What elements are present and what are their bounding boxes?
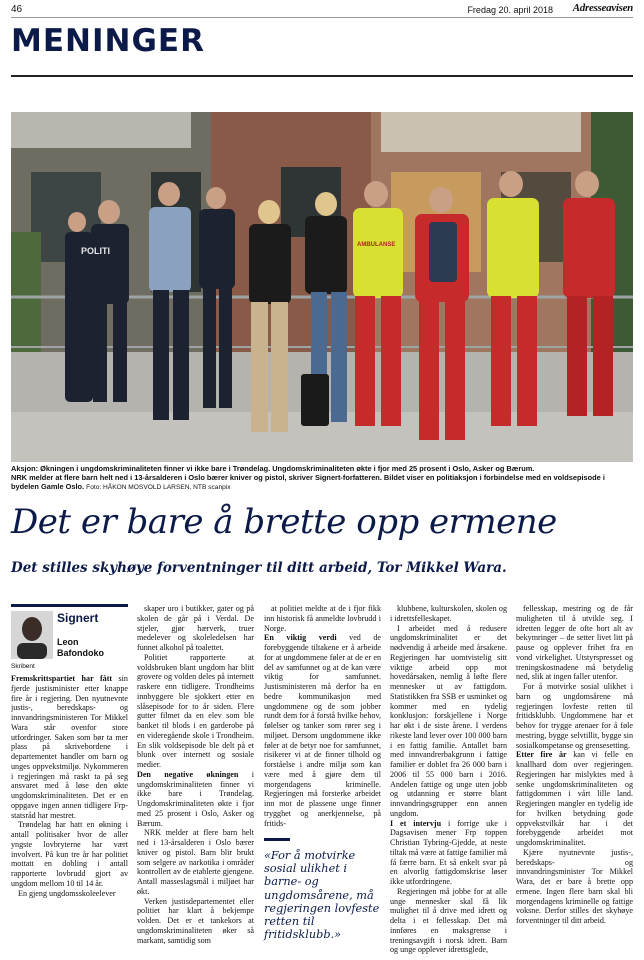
body-paragraph: fellesskap, mestring og de får muligheten til å utvikle seg. I idretten legger de ofte bort alt av bekymringer – de setter livet litt på pause og opplever frihet fra en vond virkelighet. Utstyrspresset og treningskostnadene må betydelig ned, slik at ingen faller utenfor. <box>516 604 633 682</box>
body-paragraph: Politiet rapporterte at voldsbruken blant ungdom har blitt grovere og volden deles på internett raskere enn tidligere. Trondheims innbyggere ble sjokkert etter en slåsepisode for to år siden. Flere gutter filmet da en elev som ble banket til blods i en garderobe på en videregående skole i Trondheim. En slik voldsepisode ble delt på et blunk over internett og sosiale medier. <box>137 652 254 769</box>
body-paragraph: Kjære nyutnevnte justis-, beredskaps- og innvandringsminister Tor Mikkel Wara, det er bare å brette opp ermene. Ingen flere barn skal bli morgendagens kriminelle og fattige voksne. Derfor stilles det skyhøye forventninger til ditt arbeid. <box>516 847 633 925</box>
caption-lead: Aksjon: Økningen i ungdomskriminaliteten finner vi ikke bare i Trøndelag. <box>11 464 271 473</box>
body-paragraph: Verken justisdepartementet eller politiet har klart å bekjempe volden. Det er et tankekors at ungdomskriminaliteten øker så markant, samtidig som <box>137 896 254 945</box>
paragraph-lead: I et intervju <box>390 818 442 828</box>
body-paragraph: NRK melder at flere barn helt ned i 13-årsalderen i Oslo bærer kniver og pistol. Barn blir brukt som selgere av narkotika i områder kontrollert av de etablerte gjengene. Antall masseslagsmål i miljøet har økt. <box>137 828 254 896</box>
body-paragraph: I arbeidet med å redusere ungdomskriminalitet er det nødvendig å arbeide med årsakene. Regjeringen har uomtvistelig sitt viktige arbeid opp mot hovedårsaken, nemlig å løfte flere mennesker ut av fattigdom. Statistikken fra SSB er usminket og kommer med en tydelig konklusjon: forskjellene i Norge har økt i de siste årene. I verdens rikeste land lever over 100 000 barn i en fattig familie. Antallet barn med innvandrerbakgrunn i fattige familier er doblet fra 26 000 barn i 2006 til 55 000 barn i 2016. Andelen fattige og unge uten jobb og utdanning er større blant innvandringsgrupper enn annen ungdom. <box>390 623 507 818</box>
issue-date: Fredag 20. april 2018 <box>467 5 553 15</box>
body-paragraph: Etter fire år kan vi felle en knallhard dom over regjeringen. Regjeringen har mislyktes med å senke ungdomskriminaliteten og fattigdommen i vårt lille land. Regjeringen mangler en tydelig ide for hvilken betydning gode oppvekstvilkår har i det forebyggende arbeidet mot ungdomskriminalitet. <box>516 750 633 847</box>
photo-credit: Foto: HÅKON MOSVOLD LARSEN, NTB scanpix <box>86 484 231 492</box>
section-title: MENINGER <box>11 23 205 59</box>
ambulance-vest-label: AMBULANSE <box>357 242 396 248</box>
police-and-ambulance-crew-photo <box>11 112 633 462</box>
column-kicker: Signert <box>57 611 99 625</box>
publication-logo: Adresseavisen <box>572 2 633 14</box>
caption-line-1: Ungdomskriminaliteten økte i fjor med 25 prosent i Oslo, Asker og Bærum. <box>270 464 535 473</box>
photo-caption <box>11 464 633 493</box>
author-avatar <box>11 611 53 659</box>
article-column-4 <box>390 604 507 956</box>
article-column-2 <box>137 604 254 956</box>
article-column-1 <box>11 674 128 954</box>
body-paragraph: at politiet meldte at de i fjor fikk inn historisk få anmeldte lovbrudd i Norge. <box>264 604 381 633</box>
article-deck: Det stilles skyhøye forventninger til ditt arbeid, Tor Mikkel Wara. <box>11 560 507 576</box>
pull-quote-text: «For å motvirke sosial ulikhet i barne- og ungdomsårene, må regjeringen lovfeste retten til fritidsklubb.» <box>264 849 380 942</box>
body-paragraph: Fremskrittspartiet har fått sin fjerde justisminister etter knappe fire år i regjering. Den nyutnevnte justis-, beredskaps- og innvandringsministeren Tor Mikkel Wara står ovenfor store utfordringer. Saken som bør ta mer plass på skrivebordene i departementet handler om barn og unges oppvekstmiljø. Nykommeren i regjeringen må raskt ta på seg ansvaret med å løse den økte ungdomskriminaliteten. Det er en oppgave ingen annen tidligere Frp-statsråd har mestret. <box>11 674 128 820</box>
body-paragraph: Trøndelag har hatt en økning i antall politisaker hvor de aller yngste lovbryterne har vært involvert. På kun tre år har politiet mottatt en dobling i antall rapporterte lovbrudd gjort av ungdom mellom 10 til 14 år. <box>11 820 128 888</box>
body-paragraph: skaper uro i butikker, gater og på skolen de går på i Verdal. De stjeler, gjør hærverk, truer medelever og skoleledelsen har funnet alkohol på toalettet. <box>137 604 254 652</box>
caption-line-2: NRK melder at flere barn helt ned i 13-årsalderen i Oslo bærer kniver og pistol, skriver Signert-forfatteren. Bildet viser en politiaksjon i forbindelse med en voldsepisode i bydelen Gamle Oslo. <box>11 473 605 492</box>
article-column-3 <box>264 604 381 832</box>
body-paragraph: I et intervju i forrige uke i Dagsavisen mener Frp toppen Christian Tybring-Gjedde, at neste tiltak må være at fattige familier må få færre barn. Et så enkelt svar på en alvorlig fattigdomskrise løser ikke utfordringene. <box>390 818 507 886</box>
section-divider <box>11 75 633 77</box>
pull-quote <box>264 838 381 941</box>
body-paragraph: En gjeng ungdomsskoleelever <box>18 888 116 898</box>
page-header <box>11 2 633 18</box>
body-paragraph: En viktig verdi ved de forebyggende tiltakene er å arbeide for at ungdommene føler at de er en del av samfunnet og at de kan være viktig for samfunnet. Justisministeren må derfor ha en bedre kommunikasjon med ungdommene og de som jobber rundt dem for å forstå hvilke behov, følelser og tanker som rører seg i miljøet. Dersom ungdommene ikke føler at de betyr noe for samfunnet, risikerer vi at de finner tilhold og forståelse i andre miljø som kan være med å gjøre dem til morgendagens kriminelle. Regjeringen må forsterke arbeidet inn mot de plassene unge finner trygghet og anerkjennelse, på fritids- <box>264 633 381 828</box>
body-paragraph: klubbene, kulturskolen, skolen og i idrettsfelleskapet. <box>390 604 507 623</box>
article-column-5 <box>516 604 633 956</box>
paragraph-lead: En viktig verdi <box>264 633 337 643</box>
body-paragraph: Regjeringen må jobbe for at alle unge mennesker skal få lik mulighet til å drive med idrett og delta i et fellesskap. Det må innføres en maksgrense i treningsavgift i norsk idrett. Barn og unge opplever idrettsglede, <box>390 886 507 955</box>
byline <box>11 604 128 670</box>
paragraph-lead: Fremskrittspartiet har fått <box>11 674 113 683</box>
body-paragraph: For å motvirke sosial ulikhet i barn og ungdomsårene må regjeringen lovfeste retten til fritidsklubb. Ungdommene har et behov for trygge arenaer for å føle mestring, bygge selvtillit, bygge sin sosialkompetanse og grensesetting. <box>516 682 633 750</box>
paragraph-lead: Den negative økningen <box>137 769 239 779</box>
body-paragraph: Den negative økningen i ungdomskriminaliteten finner vi ikke bare i Trøndelag. Ungdomskriminaliteten økte i fjor med 25 prosent i Oslo, Asker og Bærum. <box>137 769 254 828</box>
author-role: Skribent <box>11 663 35 670</box>
pull-quote-bar <box>264 838 290 841</box>
police-vest-label: POLITI <box>81 246 110 256</box>
author-name: Leon Bafondoko <box>57 637 104 658</box>
article-headline: Det er bare å brette opp ermene <box>11 502 557 542</box>
page-number: 46 <box>11 4 23 15</box>
paragraph-lead: Etter fire år <box>516 750 567 760</box>
